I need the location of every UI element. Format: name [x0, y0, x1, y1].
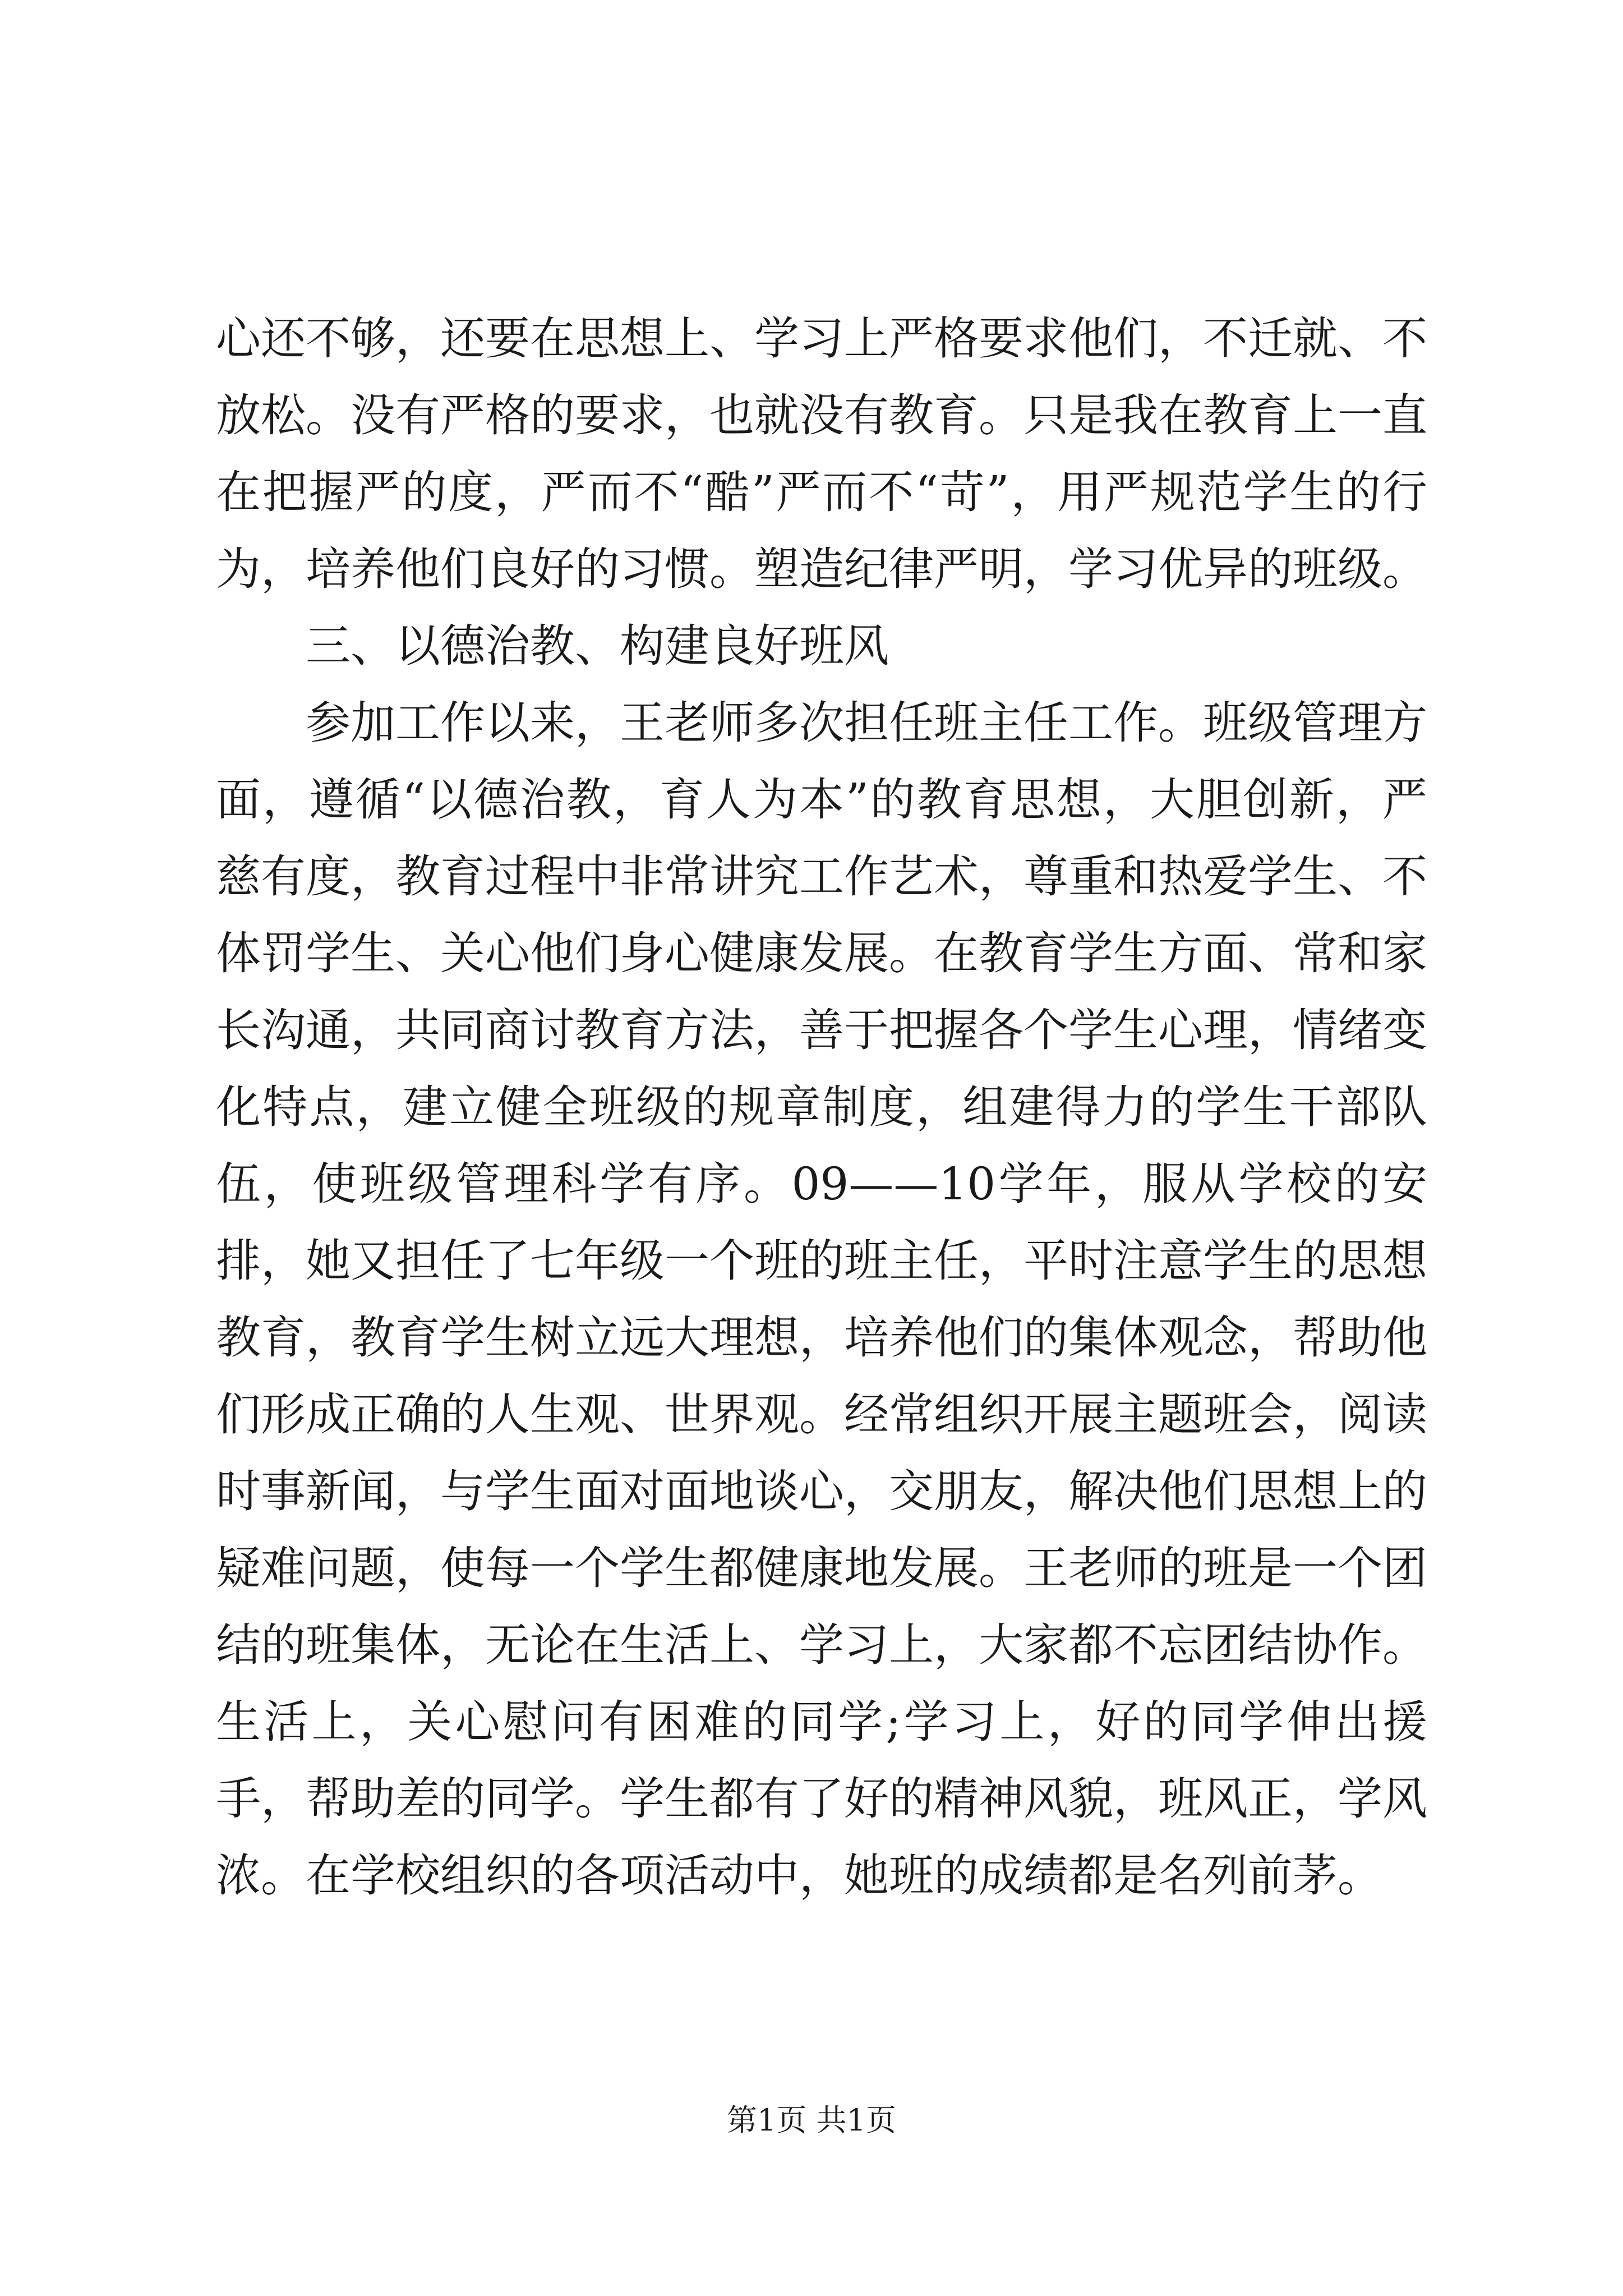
- section-heading: 三、以德治教、构建良好班风: [306, 620, 889, 672]
- page-footer: 第1页 共1页: [727, 2102, 896, 2138]
- document-body: [216, 300, 1427, 1914]
- paragraph-continuation: 心还不够，还要在思想上、学习上严格要求他们，不迁就、不放松。没有严格的要求，也就没有教育。只是我在教育上一直在把握严的度，严而不“酷”严而不“苛”，用严规范学生的行为，培养他们良好的习惯。塑造纪律严明，学习优异的班级。: [216, 312, 1427, 595]
- paragraph-body: 参加工作以来，王老师多次担任班主任工作。班级管理方面，遵循“以德治教，育人为本”的教育思想，大胆创新，严慈有度，教育过程中非常讲究工作艺术，尊重和热爱学生、不体罚学生、关心他们身心健康发展。在教育学生方面、常和家长沟通，共同商讨教育方法，善于把握各个学生心理，情绪变化特点，建立健全班级的规章制度，组建得力的学生干部队伍，使班级管理科学有序。09——10学年，服从学校的安排，她又担任了七年级一个班的班主任，平时注意学生的思想教育，教育学生树立远大理想，培养他们的集体观念，帮助他们形成正确的人生观、世界观。经常组织开展主题班会，阅读时事新闻，与学生面对面地谈心，交朋友，解决他们思想上的疑难问题，使每一个学生都健康地发展。王老师的班是一个团结的班集体，无论在生活上、学习上，大家都不忘团结协作。生活上，关心慰问有困难的同学;学习上，好的同学伸出援手，帮助差的同学。学生都有了好的精神风貌，班风正，学风浓。在学校组织的各项活动中，她班的成绩都是名列前茅。: [216, 697, 1427, 1902]
